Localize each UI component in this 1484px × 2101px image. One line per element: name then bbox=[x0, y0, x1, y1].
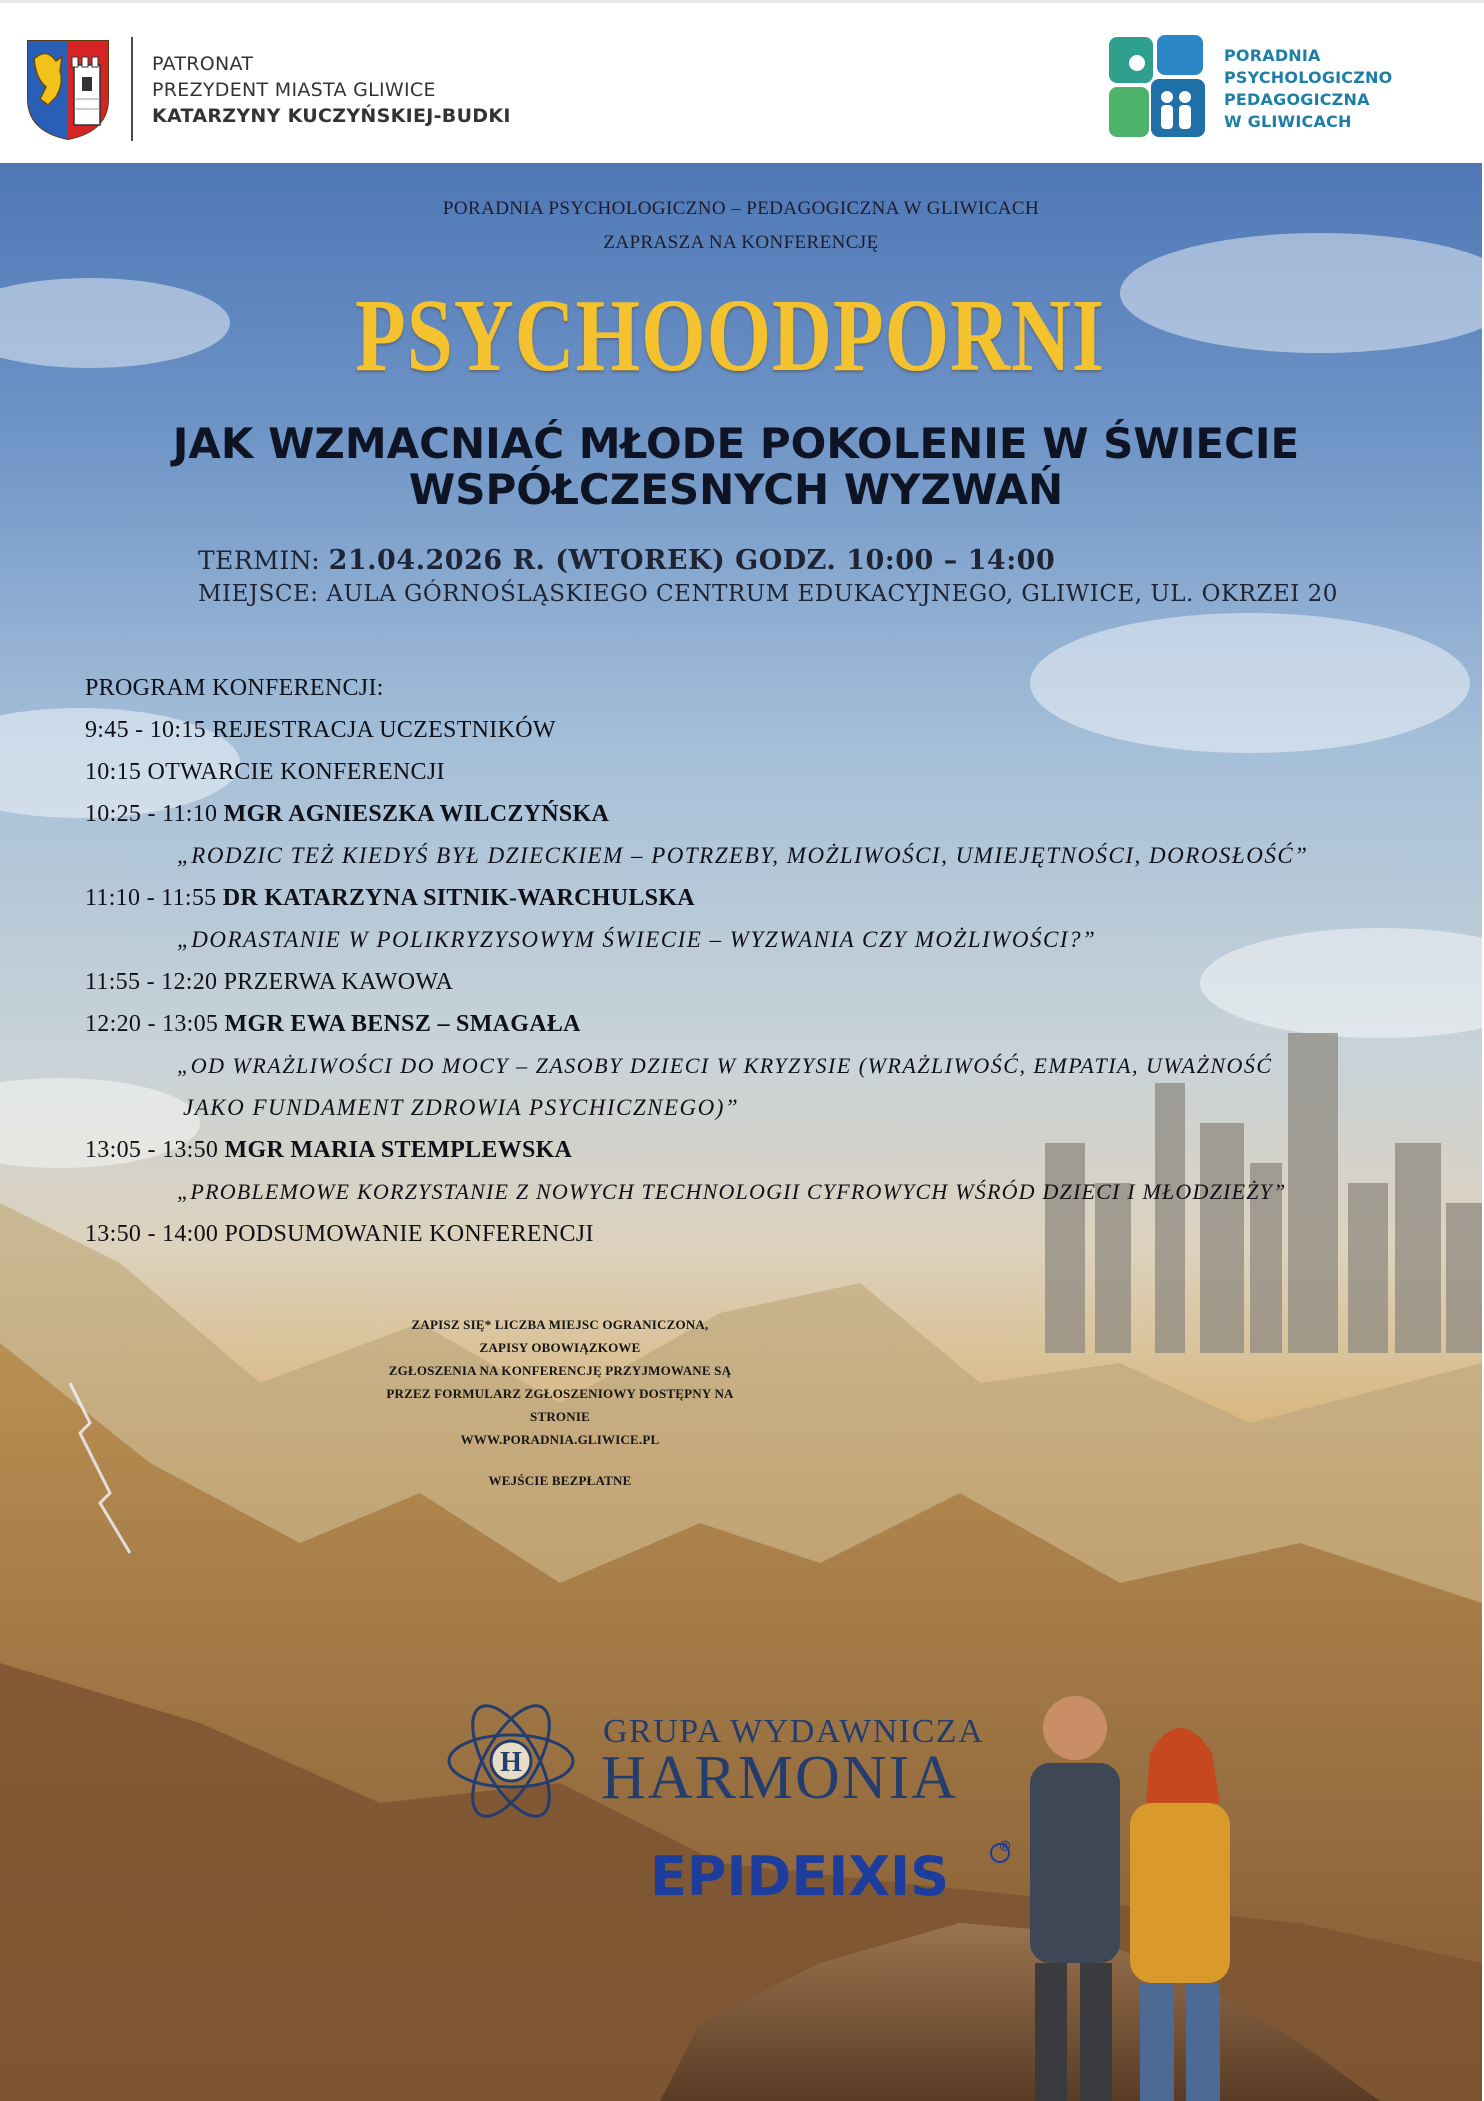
harmonia-letter: H bbox=[500, 1747, 522, 1778]
talk-4-title: „PROBLEMOWE KORZYSTANIE Z NOWYCH TECHNOLOGII CYFROWYCH WŚRÓD DZIECI I MŁODZIEŻY” bbox=[177, 1179, 1287, 1204]
registration-info bbox=[360, 1313, 760, 1492]
patronage-line-2: PREZYDENT MIASTA GLIWICE bbox=[152, 79, 436, 101]
subtitle-line-2: WSPÓŁCZESNYCH WYZWAŃ bbox=[408, 465, 1064, 514]
program-talk-2 bbox=[85, 885, 695, 912]
talk-3-title-line-1: „OD WRAŻLIWOŚCI DO MOCY – ZASOBY DZIECI W KRYZYSIE (WRAŻLIWOŚĆ, EMPATIA, UWAŻNOŚĆ bbox=[177, 1053, 1273, 1078]
term-value: 21.04.2026 R. (WTOREK) GODZ. 10:00 – 14:00 bbox=[328, 545, 1056, 576]
organizer-line-2: ZAPRASZA NA KONFERENCJĘ bbox=[603, 232, 879, 253]
poradnia-name-line-4: W GLIWICACH bbox=[1224, 112, 1352, 131]
poster-artwork bbox=[0, 163, 1482, 2101]
conference-term bbox=[198, 545, 1055, 576]
poradnia-name-line-2: PSYCHOLOGICZNO bbox=[1224, 68, 1393, 87]
program-coffee-break: 11:55 - 12:20 PRZERWA KAWOWA bbox=[85, 969, 454, 995]
gliwice-crest-icon bbox=[26, 39, 110, 141]
epideixis-wordmark: EPIDEIXIS bbox=[650, 1845, 949, 1908]
patronage-line-1: PATRONAT bbox=[152, 53, 254, 75]
talk-2-time: 11:10 - 11:55 bbox=[85, 885, 223, 911]
talk-2-speaker: DR KATARZYNA SITNIK-WARCHULSKA bbox=[222, 885, 695, 911]
talk-1-time: 10:25 - 11:10 bbox=[85, 801, 224, 827]
talk-4-speaker: MGR MARIA STEMPLEWSKA bbox=[224, 1137, 573, 1163]
harmonia-logo bbox=[443, 1691, 1003, 1831]
poradnia-logo-icon bbox=[1107, 33, 1207, 140]
registration-line-1: ZAPISZ SIĘ* LICZBA MIEJSC OGRANICZONA, bbox=[411, 1317, 709, 1332]
patronage-block bbox=[152, 51, 511, 129]
poradnia-name-line-1: PORADNIA bbox=[1224, 46, 1321, 65]
poradnia-name-line-3: PEDAGOGICZNA bbox=[1224, 90, 1370, 109]
term-label: TERMIN: bbox=[198, 546, 329, 575]
program-registration: 9:45 - 10:15 REJESTRACJA UCZESTNIKÓW bbox=[85, 717, 556, 743]
talk-1-speaker: MGR AGNIESZKA WILCZYŃSKA bbox=[223, 801, 610, 827]
program-talk-4 bbox=[85, 1137, 572, 1164]
talk-3-speaker: MGR EWA BENSZ – SMAGAŁA bbox=[224, 1011, 581, 1037]
conference-title: PSYCHOODPORNI bbox=[355, 278, 1105, 393]
conference-subtitle bbox=[0, 421, 1472, 513]
patronage-line-3: KATARZYNY KUCZYŃSKIEJ-BUDKI bbox=[152, 105, 511, 127]
subtitle-line-1: JAK WZMACNIAĆ MŁODE POKOLENIE W ŚWIECIE bbox=[172, 419, 1300, 468]
epideixis-logo bbox=[650, 1839, 1030, 1919]
harmonia-name: HARMONIA bbox=[601, 1744, 958, 1812]
registration-line-2: ZAPISY OBOWIĄZKOWE bbox=[479, 1340, 641, 1355]
program-summary: 13:50 - 14:00 PODSUMOWANIE KONFERENCJI bbox=[85, 1221, 594, 1247]
talk-1-title: „RODZIC TEŻ KIEDYŚ BYŁ DZIECKIEM – POTRZEBY, MOŻLIWOŚCI, UMIEJĘTNOŚCI, DOROSŁOŚĆ” bbox=[177, 843, 1309, 868]
registration-line-3: ZGŁOSZENIA NA KONFERENCJĘ PRZYJMOWANE SĄ bbox=[388, 1363, 732, 1378]
harmonia-group-label: GRUPA WYDAWNICZA bbox=[603, 1713, 985, 1750]
program-heading: PROGRAM KONFERENCJI: bbox=[85, 675, 384, 701]
program-talk-1 bbox=[85, 801, 609, 828]
header-divider bbox=[131, 37, 133, 141]
harmonia-atom-icon bbox=[443, 1691, 583, 1831]
registered-mark: ® bbox=[998, 1839, 1012, 1855]
program-opening: 10:15 OTWARCIE KONFERENCJI bbox=[85, 759, 445, 785]
program-talk-3 bbox=[85, 1011, 581, 1038]
free-entry-note: WEJŚCIE BEZPŁATNE bbox=[488, 1473, 632, 1488]
talk-2-title: „DORASTANIE W POLIKRYZYSOWYM ŚWIECIE – WYZWANIA CZY MOŻLIWOŚCI?” bbox=[177, 927, 1097, 952]
talk-3-time: 12:20 - 13:05 bbox=[85, 1011, 225, 1037]
conference-place: MIEJSCE: AULA GÓRNOŚLĄSKIEGO CENTRUM EDUKACYJNEGO, GLIWICE, UL. OKRZEI 20 bbox=[198, 581, 1338, 607]
talk-4-time: 13:05 - 13:50 bbox=[85, 1137, 225, 1163]
organizer-line-1: PORADNIA PSYCHOLOGICZNO – PEDAGOGICZNA W GLIWICACH bbox=[442, 198, 1040, 219]
talk-3-title-line-2: JAKO FUNDAMENT ZDROWIA PSYCHICZNEGO)” bbox=[183, 1095, 740, 1120]
header-bar bbox=[0, 0, 1484, 163]
registration-line-4: PRZEZ FORMULARZ ZGŁOSZENIOWY DOSTĘPNY NA STRONIE bbox=[386, 1386, 734, 1424]
registration-website: WWW.PORADNIA.GLIWICE.PL bbox=[460, 1432, 660, 1447]
poradnia-name bbox=[1224, 45, 1392, 133]
